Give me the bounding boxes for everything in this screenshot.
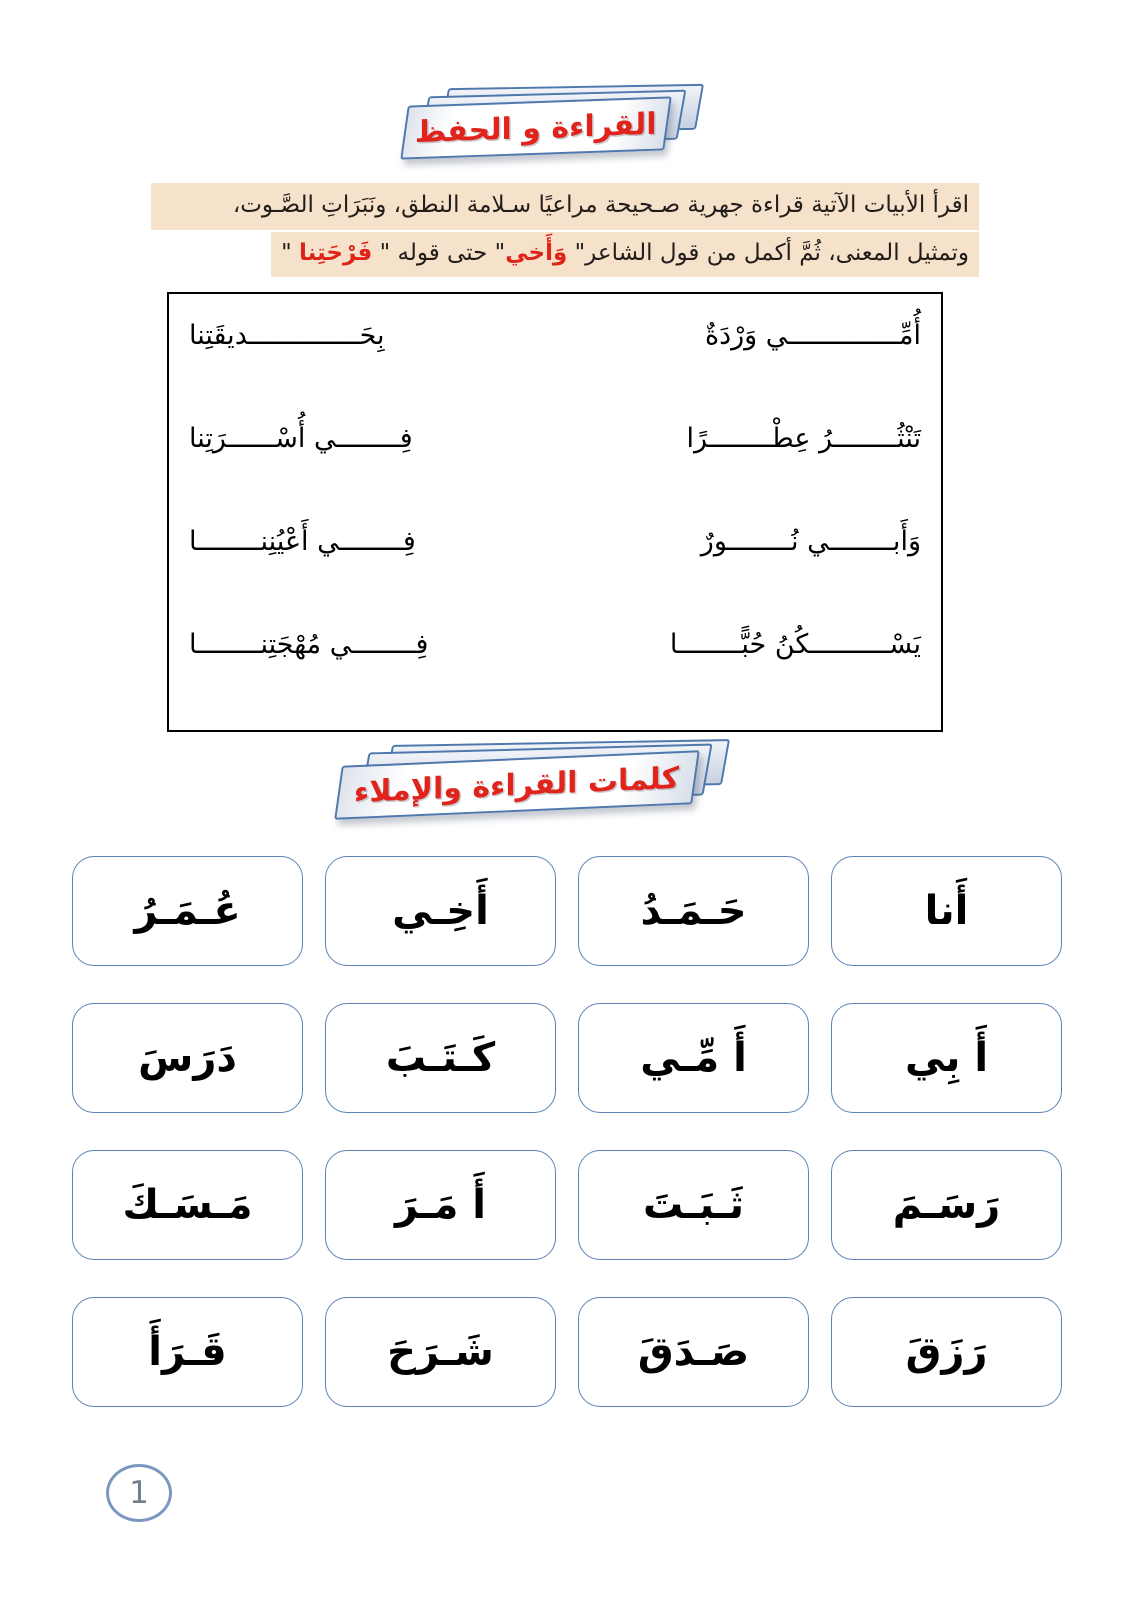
word-card: أَنا (831, 856, 1062, 966)
hemistich-left: فِــــــــي أُسْــــــرَتِنا (189, 423, 413, 454)
word-card: أَ مِّـي (578, 1003, 809, 1113)
hemistich-right: يَسْــــــــــكُنُ حُبًّــــــــا (669, 629, 921, 660)
page-number-badge (106, 1464, 172, 1522)
verse-row (189, 526, 921, 629)
poem-box (167, 292, 943, 732)
instructions (151, 183, 979, 277)
hemistich-left: بِحَــــــــــــــديقَتِنا (189, 320, 385, 351)
hemistich-left: فِــــــــي مُهْجَتِنــــــــا (189, 629, 429, 660)
instruction-text: " (281, 240, 299, 267)
words-banner (338, 750, 706, 814)
word-card: مَـسَـكَ (72, 1150, 303, 1260)
hemistich-right: تَنْثُــــــــرُ عِطْــــــــرًا (686, 423, 921, 454)
word-card: رَسَـمَ (831, 1150, 1062, 1260)
instruction-text: " حتى قوله " (372, 240, 506, 267)
banner-front (400, 96, 672, 159)
word-card: أَ بِي (831, 1003, 1062, 1113)
hemistich-right: وَأَبــــــــي نُــــــــورٌ (700, 526, 921, 557)
word-card: صَـدَقَ (578, 1297, 809, 1407)
word-card: شَـرَحَ (325, 1297, 556, 1407)
instruction-quoted-end-word: فَرْحَتِنا (298, 240, 373, 267)
instruction-text: وتمثيل المعنى، ثُمَّ أكمل من قول الشاعر" (567, 240, 969, 267)
hemistich-left: فِــــــــي أَعْيُنِنــــــــا (189, 526, 416, 557)
word-card: ثَـبَـتَ (578, 1150, 809, 1260)
word-card: حَـمَـدُ (578, 856, 809, 966)
instruction-line-2 (271, 232, 979, 277)
instruction-line-2-wrap (151, 232, 979, 277)
words-grid (72, 856, 1062, 1407)
reading-banner-title: القراءة و الحفظ (415, 106, 657, 150)
instruction-quoted-start-word: وَأَخي (505, 240, 568, 267)
reading-banner (404, 96, 672, 158)
hemistich-right: أُمِّــــــــــــــي وَرْدَةٌ (704, 320, 921, 351)
word-card: أَخِـي (325, 856, 556, 966)
verse-row (189, 629, 921, 732)
word-card: أَ مَـرَ (325, 1150, 556, 1260)
words-banner-title: كلمات القراءة والإملاء (354, 760, 680, 810)
word-card: رَزَقَ (831, 1297, 1062, 1407)
verse-row (189, 320, 921, 423)
word-card: دَرَسَ (72, 1003, 303, 1113)
word-card: قَـرَأَ (72, 1297, 303, 1407)
word-card: كَـتَـبَ (325, 1003, 556, 1113)
word-card: عُـمَـرُ (72, 856, 303, 966)
instruction-line-1: اقرأ الأبيات الآتية قراءة جهرية صـحيحة مراعيًا سـلامة النطق، ونَبَرَاتِ الصَّـوت، (151, 183, 979, 230)
verse-row (189, 423, 921, 526)
page-number: 1 (129, 1475, 149, 1511)
